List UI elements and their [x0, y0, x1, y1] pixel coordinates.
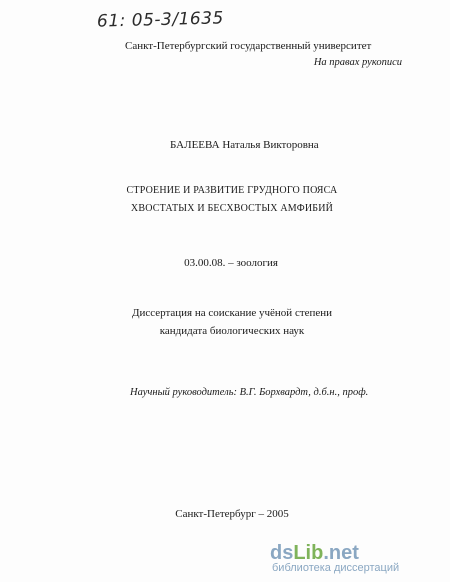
- archive-stamp-number: 61: 05-3/1635: [96, 8, 225, 32]
- speciality-code: 03.00.08. – зоология: [184, 257, 278, 269]
- manuscript-rights-note: На правах рукописи: [313, 57, 402, 68]
- logo-prefix: ds: [270, 542, 294, 564]
- degree-line-2: кандидата биологических наук: [159, 325, 305, 337]
- dslib-watermark[interactable]: [270, 542, 442, 576]
- dslib-subtitle: библиотека диссертаций: [272, 562, 400, 574]
- archive-stamp: [95, 8, 255, 38]
- dslib-logo: [270, 542, 359, 564]
- degree-line-1: Диссертация на соискание учёной степени: [131, 307, 333, 319]
- city-year: Санкт-Петербург – 2005: [175, 508, 289, 520]
- thesis-title-line-2: ХВОСТАТЫХ И БЕСХВОСТЫХ АМФИБИЙ: [130, 203, 334, 214]
- thesis-title-line-1: СТРОЕНИЕ И РАЗВИТИЕ ГРУДНОГО ПОЯСА: [126, 185, 338, 196]
- logo-accent: Lib: [293, 542, 324, 564]
- scientific-supervisor: Научный руководитель: В.Г. Борхвардт, д.б.н., проф.: [130, 387, 369, 398]
- university-name: Санкт-Петербургский государственный университет: [125, 40, 372, 52]
- author-name: БАЛЕЕВА Наталья Викторовна: [170, 139, 319, 151]
- logo-suffix: .net: [323, 542, 359, 564]
